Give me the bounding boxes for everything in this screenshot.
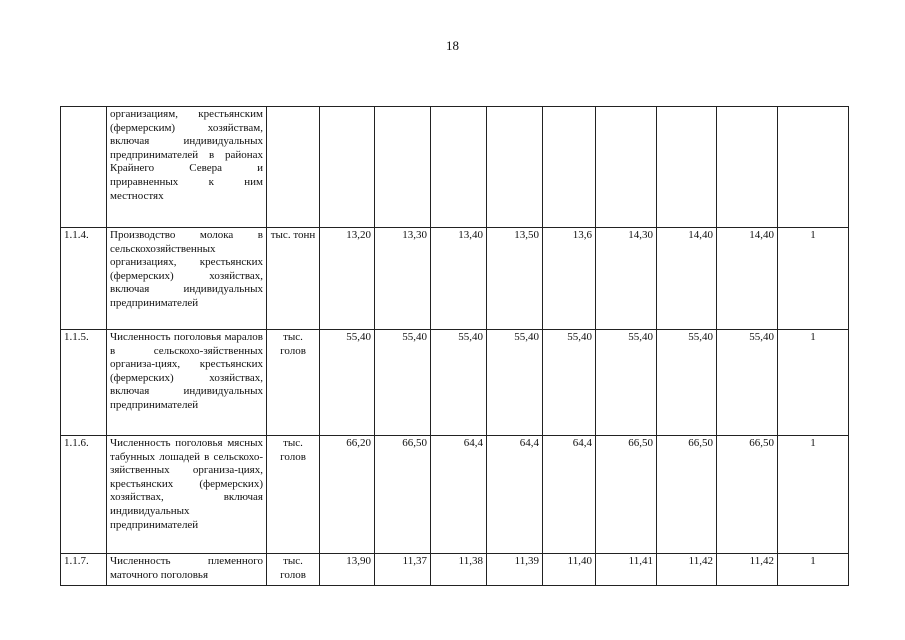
table-row [61,228,849,330]
value-cell: 55,40 [375,330,431,436]
value-cell: 66,50 [657,436,717,554]
value-cell: 66,50 [596,436,657,554]
value-cell: 13,50 [487,228,543,330]
table-row [61,436,849,554]
page-number: 18 [446,38,459,53]
last-column-cell [778,107,849,228]
value-cell [596,107,657,228]
value-cell: 14,40 [717,228,778,330]
value-cell: 55,40 [487,330,543,436]
value-cell [657,107,717,228]
value-cell [320,107,375,228]
value-cell: 64,4 [431,436,487,554]
value-cell: 11,39 [487,554,543,586]
value-cell: 11,40 [543,554,596,586]
unit-cell: тыс. голов [267,330,320,436]
value-cell [717,107,778,228]
unit-cell [267,107,320,228]
value-cell [487,107,543,228]
value-cell [543,107,596,228]
value-cell: 13,20 [320,228,375,330]
value-cell: 13,6 [543,228,596,330]
unit-cell: тыс. голов [267,554,320,586]
indicator-description: Численность поголовья маралов в сельскохо-зяйственных организа-циях, крестьянских (фермерских) хозяйствах, включая индивидуальных предпринимателей [107,330,267,436]
value-cell: 66,50 [717,436,778,554]
value-cell: 11,41 [596,554,657,586]
last-column-cell: 1 [778,330,849,436]
table-row [61,107,849,228]
last-column-cell: 1 [778,554,849,586]
unit-cell: тыс. тонн [267,228,320,330]
indicator-description: Численность племенного маточного поголовья [107,554,267,586]
row-number [61,107,107,228]
value-cell: 55,40 [657,330,717,436]
last-column-cell: 1 [778,228,849,330]
indicator-description: Численность поголовья мясных табунных лошадей в сельскохо-зяйственных организа-циях, крестьянских (фермерских) хозяйствах, включая индивидуальных предпринимателей [107,436,267,554]
value-cell: 64,4 [543,436,596,554]
value-cell: 64,4 [487,436,543,554]
last-column-cell: 1 [778,436,849,554]
value-cell: 55,40 [320,330,375,436]
value-cell: 14,40 [657,228,717,330]
value-cell [375,107,431,228]
value-cell: 14,30 [596,228,657,330]
row-number: 1.1.6. [61,436,107,554]
table-row [61,554,849,586]
value-cell: 55,40 [717,330,778,436]
value-cell: 55,40 [543,330,596,436]
row-number: 1.1.4. [61,228,107,330]
indicator-description: Производство молока в сельскохозяйственных организациях, крестьянских (фермерских) хозяйствах, включая индивидуальных предпринимателей [107,228,267,330]
value-cell [431,107,487,228]
value-cell: 11,37 [375,554,431,586]
value-cell: 11,38 [431,554,487,586]
value-cell: 11,42 [717,554,778,586]
indicator-description: организациям, крестьянским (фермерским) хозяйствам, включая индивидуальных предпринимателей в районах Крайнего Севера и приравненных к ним местностях [107,107,267,228]
value-cell: 66,50 [375,436,431,554]
table-row [61,330,849,436]
value-cell: 13,40 [431,228,487,330]
value-cell: 66,20 [320,436,375,554]
unit-cell: тыс. голов [267,436,320,554]
indicator-table [60,106,849,586]
value-cell: 11,42 [657,554,717,586]
value-cell: 55,40 [431,330,487,436]
value-cell: 55,40 [596,330,657,436]
row-number: 1.1.7. [61,554,107,586]
row-number: 1.1.5. [61,330,107,436]
value-cell: 13,30 [375,228,431,330]
value-cell: 13,90 [320,554,375,586]
